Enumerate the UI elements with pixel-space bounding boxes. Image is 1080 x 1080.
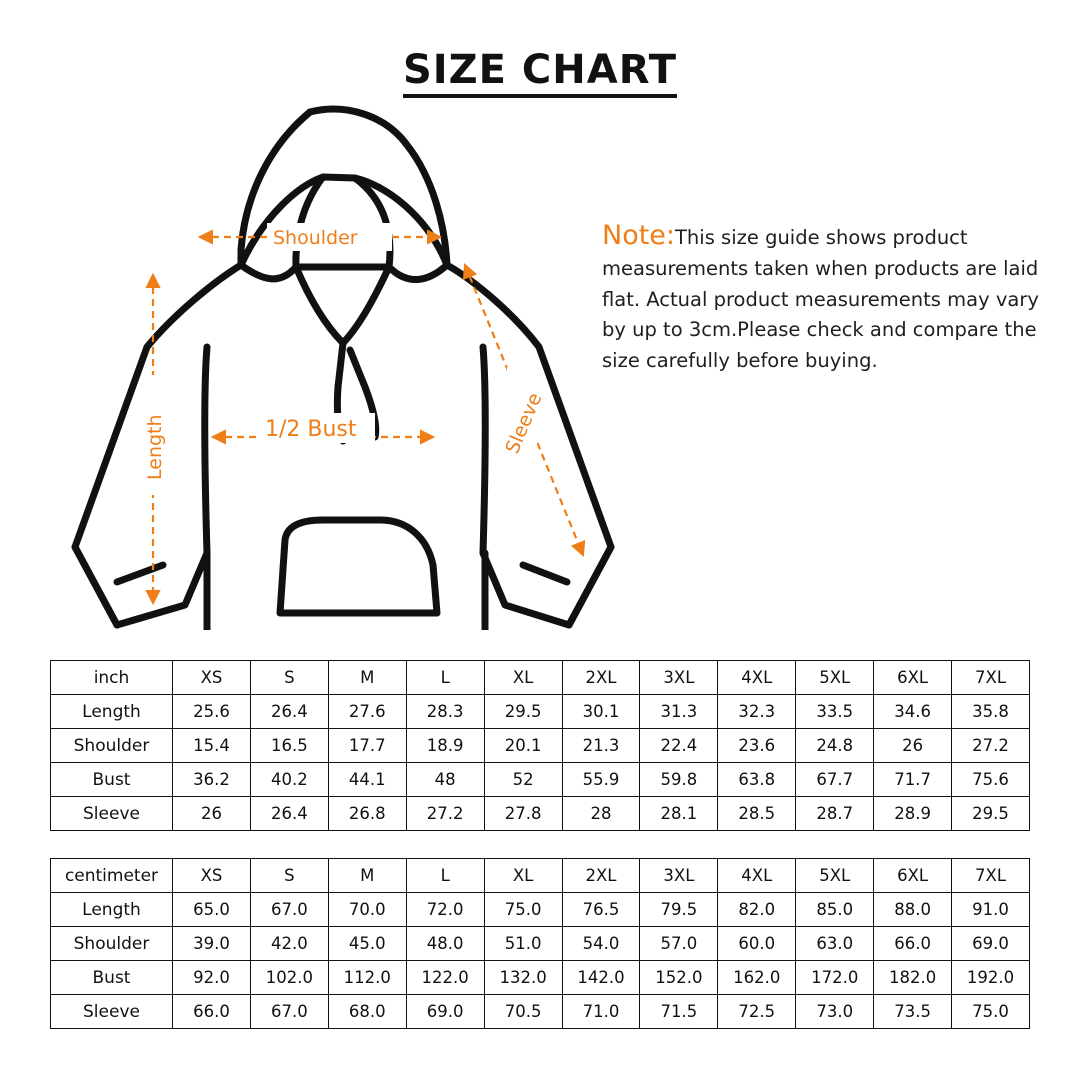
cell: 32.3	[718, 695, 796, 729]
cell: 71.5	[640, 995, 718, 1029]
cell: 48	[406, 763, 484, 797]
cell: 29.5	[952, 797, 1030, 831]
cell: 162.0	[718, 961, 796, 995]
cell: 54.0	[562, 927, 640, 961]
cell: 73.5	[874, 995, 952, 1029]
col-header-m: M	[328, 661, 406, 695]
cell: 27.8	[484, 797, 562, 831]
col-header-2xl: 2XL	[562, 859, 640, 893]
cell: 27.2	[406, 797, 484, 831]
cell: 51.0	[484, 927, 562, 961]
cell: 112.0	[328, 961, 406, 995]
cell: 42.0	[250, 927, 328, 961]
col-header-l: L	[406, 661, 484, 695]
cell: 67.0	[250, 893, 328, 927]
cell: 72.5	[718, 995, 796, 1029]
table-row	[51, 797, 1030, 831]
cell: 52	[484, 763, 562, 797]
cell: 76.5	[562, 893, 640, 927]
cell: 69.0	[952, 927, 1030, 961]
cell: 172.0	[796, 961, 874, 995]
cell: 63.8	[718, 763, 796, 797]
col-header-xs: XS	[173, 859, 251, 893]
cell: 34.6	[874, 695, 952, 729]
row-label-sleeve: Sleeve	[51, 797, 173, 831]
cell: 26	[874, 729, 952, 763]
cell: 72.0	[406, 893, 484, 927]
cell: 82.0	[718, 893, 796, 927]
cell: 55.9	[562, 763, 640, 797]
cell: 48.0	[406, 927, 484, 961]
note-text: This size guide shows product measurements taken when products are laid flat. Actual product measurements may vary by up to 3cm.Please check and compare the size carefully before buying.	[602, 226, 1039, 373]
cell: 60.0	[718, 927, 796, 961]
length-label: Length	[144, 414, 166, 480]
cell: 70.5	[484, 995, 562, 1029]
size-table-centimeter	[50, 858, 1030, 1029]
col-header-5xl: 5XL	[796, 661, 874, 695]
col-header-5xl: 5XL	[796, 859, 874, 893]
cell: 75.0	[952, 995, 1030, 1029]
table-row	[51, 961, 1030, 995]
cell: 75.6	[952, 763, 1030, 797]
row-label-bust: Bust	[51, 961, 173, 995]
cell: 59.8	[640, 763, 718, 797]
cell: 26.4	[250, 797, 328, 831]
cell: 75.0	[484, 893, 562, 927]
cell: 152.0	[640, 961, 718, 995]
cell: 15.4	[173, 729, 251, 763]
row-label-length: Length	[51, 893, 173, 927]
row-label-length: Length	[51, 695, 173, 729]
col-header-4xl: 4XL	[718, 859, 796, 893]
cell: 142.0	[562, 961, 640, 995]
col-header-m: M	[328, 859, 406, 893]
cell: 67.0	[250, 995, 328, 1029]
cell: 67.7	[796, 763, 874, 797]
cell: 26.8	[328, 797, 406, 831]
col-header-xl: XL	[484, 661, 562, 695]
cell: 66.0	[874, 927, 952, 961]
cell: 88.0	[874, 893, 952, 927]
cell: 33.5	[796, 695, 874, 729]
row-label-shoulder: Shoulder	[51, 729, 173, 763]
cell: 132.0	[484, 961, 562, 995]
cell: 40.2	[250, 763, 328, 797]
bust-label: 1/2 Bust	[265, 417, 357, 442]
hoodie-diagram	[55, 85, 625, 630]
cell: 28.5	[718, 797, 796, 831]
col-header-3xl: 3XL	[640, 661, 718, 695]
row-label-sleeve: Sleeve	[51, 995, 173, 1029]
col-header-7xl: 7XL	[952, 661, 1030, 695]
cell: 18.9	[406, 729, 484, 763]
unit-header-inch: inch	[51, 661, 173, 695]
cell: 182.0	[874, 961, 952, 995]
note-block	[602, 222, 1057, 377]
table-row	[51, 927, 1030, 961]
table-header-row	[51, 661, 1030, 695]
cell: 28.1	[640, 797, 718, 831]
col-header-6xl: 6XL	[874, 661, 952, 695]
table-row	[51, 893, 1030, 927]
cell: 39.0	[173, 927, 251, 961]
cell: 28.9	[874, 797, 952, 831]
cell: 102.0	[250, 961, 328, 995]
cell: 66.0	[173, 995, 251, 1029]
cell: 85.0	[796, 893, 874, 927]
table-row	[51, 763, 1030, 797]
cell: 30.1	[562, 695, 640, 729]
table-row	[51, 695, 1030, 729]
row-label-bust: Bust	[51, 763, 173, 797]
cell: 28.7	[796, 797, 874, 831]
col-header-l: L	[406, 859, 484, 893]
cell: 28	[562, 797, 640, 831]
sleeve-label: Sleeve	[501, 389, 547, 457]
unit-header-centimeter: centimeter	[51, 859, 173, 893]
note-label: Note:	[602, 220, 676, 251]
cell: 122.0	[406, 961, 484, 995]
cell: 65.0	[173, 893, 251, 927]
cell: 25.6	[173, 695, 251, 729]
col-header-3xl: 3XL	[640, 859, 718, 893]
col-header-xl: XL	[484, 859, 562, 893]
cell: 192.0	[952, 961, 1030, 995]
cell: 71.0	[562, 995, 640, 1029]
col-header-4xl: 4XL	[718, 661, 796, 695]
cell: 45.0	[328, 927, 406, 961]
col-header-xs: XS	[173, 661, 251, 695]
cell: 17.7	[328, 729, 406, 763]
row-label-shoulder: Shoulder	[51, 927, 173, 961]
cell: 27.6	[328, 695, 406, 729]
col-header-6xl: 6XL	[874, 859, 952, 893]
col-header-7xl: 7XL	[952, 859, 1030, 893]
cell: 79.5	[640, 893, 718, 927]
col-header-s: S	[250, 661, 328, 695]
cell: 63.0	[796, 927, 874, 961]
shoulder-label: Shoulder	[273, 227, 358, 249]
cell: 24.8	[796, 729, 874, 763]
cell: 92.0	[173, 961, 251, 995]
table-header-row	[51, 859, 1030, 893]
cell: 23.6	[718, 729, 796, 763]
cell: 57.0	[640, 927, 718, 961]
cell: 22.4	[640, 729, 718, 763]
table-row	[51, 995, 1030, 1029]
cell: 73.0	[796, 995, 874, 1029]
cell: 21.3	[562, 729, 640, 763]
page-title: SIZE CHART	[403, 48, 677, 98]
table-row	[51, 729, 1030, 763]
cell: 26	[173, 797, 251, 831]
cell: 31.3	[640, 695, 718, 729]
cell: 28.3	[406, 695, 484, 729]
col-header-2xl: 2XL	[562, 661, 640, 695]
cell: 35.8	[952, 695, 1030, 729]
cell: 36.2	[173, 763, 251, 797]
cell: 68.0	[328, 995, 406, 1029]
cell: 91.0	[952, 893, 1030, 927]
size-table-inch	[50, 660, 1030, 831]
cell: 27.2	[952, 729, 1030, 763]
cell: 44.1	[328, 763, 406, 797]
cell: 29.5	[484, 695, 562, 729]
cell: 20.1	[484, 729, 562, 763]
col-header-s: S	[250, 859, 328, 893]
cell: 71.7	[874, 763, 952, 797]
cell: 69.0	[406, 995, 484, 1029]
cell: 16.5	[250, 729, 328, 763]
cell: 26.4	[250, 695, 328, 729]
cell: 70.0	[328, 893, 406, 927]
